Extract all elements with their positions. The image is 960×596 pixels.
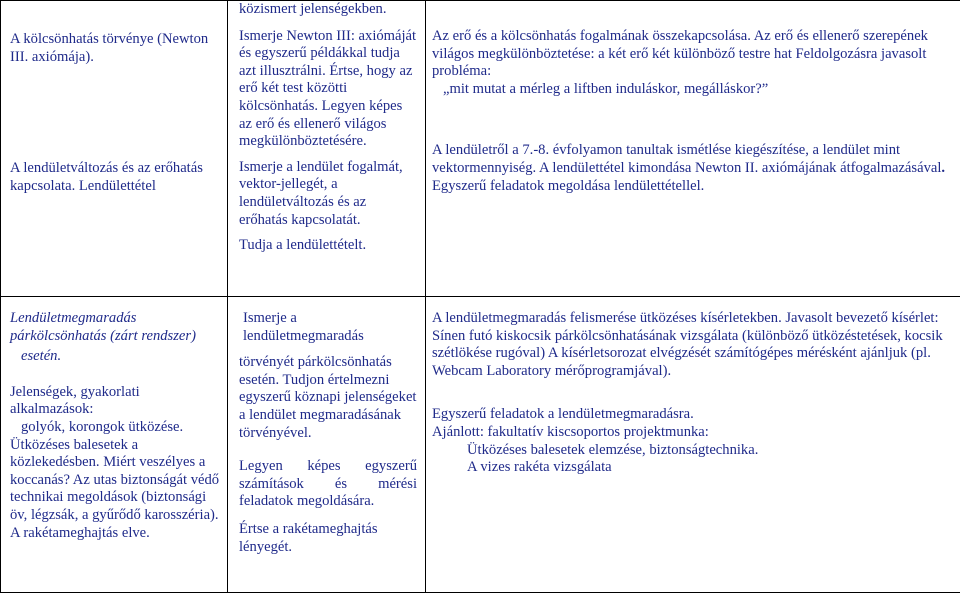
requirement-text: Ismerje a lendületmegmaradás: [243, 310, 364, 344]
project-item: Ütközéses balesetek elemzése, biztonságtechnika.: [467, 441, 759, 458]
activity-text: .: [941, 159, 946, 176]
requirement-text: Legyen képes egyszerű számítások és mérési feladatok megoldására.: [239, 458, 417, 510]
activity-quote: „mit mutat a mérleg a liftben induláskor, megálláskor?”: [443, 80, 769, 97]
activity-text: Egyszerű feladatok megoldása lendülettétellel.: [432, 177, 705, 194]
requirement-text: Tudja a lendülettételt.: [239, 237, 367, 254]
activity-text: Az erő és a kölcsönhatás fogalmának összekapcsolása. Az erő és ellenerő szerepének világos megkülönböztetése: a két erő két különböző testre hat Feldolgozásra javasolt probléma:: [432, 28, 928, 80]
project-item: A vizes rakéta vizsgálata: [467, 459, 612, 476]
requirement-text: közismert jelenségekben.: [239, 1, 387, 17]
activity-text: Egyszerű feladatok a lendületmegmaradásra.: [432, 406, 694, 423]
activity-text: A lendületről a 7.-8. évfolyamon tanultak ismétlése kiegészítése, a lendület mint vektormennyiség. A lendülettétel kimondása Newton II. axiómájának átfogalmazásával: [432, 142, 942, 176]
activity-text: Ajánlott: fakultatív kiscsoportos projektmunka:: [432, 423, 709, 440]
activities-cell: [426, 297, 960, 593]
activities-cell: [426, 1, 960, 297]
topic-title: Lendületmegmaradás párkölcsönhatás (zárt rendszer): [10, 310, 196, 344]
requirements-cell: [228, 1, 426, 297]
application-text: Ütközéses balesetek a közlekedésben. Miért veszélyes a koccanás? Az utas biztonságát védő technikai megoldások (biztonsági öv, légzsák, a gyűrődő karosszéria). A rakétameghajtás elve.: [10, 436, 220, 541]
requirement-text: Ismerje a lendület fogalmát, vektor-jellegét, a lendületváltozás és az erőhatás kapcsolatát.: [239, 158, 403, 228]
requirements-cell: [228, 297, 426, 593]
requirement-text: Értse a rakétameghajtás lényegét.: [239, 520, 378, 555]
topic-cell: [1, 297, 228, 593]
requirement-text: törvényét párkölcsönhatás esetén. Tudjon értelmezni egyszerű köznapi jelenségeket a lendület megmaradásának törvényével.: [239, 354, 417, 441]
table-row: [1, 1, 960, 297]
requirement-text: Ismerje Newton III: axiómáját és egyszerű példákkal tudja azt illusztrálni. Értse, hogy az erő két test közötti kölcsönhatás. Legyen képes az erő és ellenerő világos megkülönböztetésére.: [239, 27, 417, 150]
topic-title-end: esetén.: [21, 348, 62, 365]
application-text: golyók, korongok ütközése.: [21, 418, 184, 435]
topic-text: A kölcsönhatás törvénye (Newton III. axiómája).: [10, 31, 209, 65]
table-row: [1, 297, 960, 593]
topic-cell: [1, 1, 228, 297]
applications-heading: Jelenségek, gyakorlati alkalmazások:: [10, 383, 140, 418]
activity-text: A lendületmegmaradás felismerése ütközéses kísérletekben. Javasolt bevezető kísérlet: Sínen futó kiskocsik párkölcsönhatásának vizsgálata (különböző ütközéstetések, kocsik szétlökése rugóval) A kísérletsorozat elvégzését számítógépes mérésként ajánljuk (pl. Webcam Laboratory mérőprogramjával).: [432, 310, 943, 379]
topic-text: A lendületváltozás és az erőhatás kapcsolata. Lendülettétel: [10, 160, 203, 194]
